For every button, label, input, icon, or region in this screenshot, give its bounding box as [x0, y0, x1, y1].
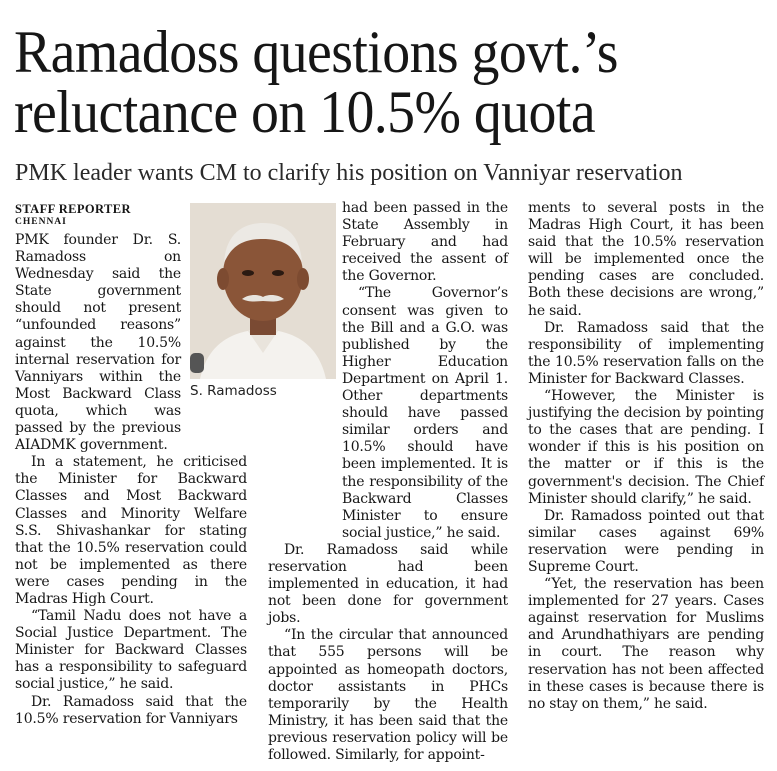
paragraph: Dr. Ramadoss pointed out that similar cases against 69% reservation were pending in Supreme Court.	[528, 507, 764, 575]
paragraph: “In the circular that announced that 555 persons will be appointed as homeopath doctors, doctor assistants in PHCs temporarily by the Health Ministry, it has been said that the previous reservation policy will be followed. Similarly, for appoint-	[268, 627, 508, 763]
article-column-2	[268, 200, 508, 764]
paragraph: “Yet, the reservation has been implemented for 27 years. Cases against reservation for Muslims and Arundhathiyars are pending in court. The reason why reservation has not been affected in these cases is because there is no stay on them,” he said.	[528, 576, 764, 712]
paragraph: “Tamil Nadu does not have a Social Justice Department. The Minister for Backward Classes has a responsibility to safeguard social justice,” he said.	[15, 608, 247, 693]
paragraph: “The Governor’s consent was given to the Bill and a G.O. was published by the Higher Education Department on April 1. Other departments should have passed similar orders and 10.5% should have been implemented. It is the responsibility of the Backward Classes Minister to ensure social justice,” he said.	[342, 285, 508, 541]
byline: STAFF REPORTER	[15, 202, 131, 216]
dateline: CHENNAI	[15, 217, 67, 227]
paragraph: ments to several posts in the Madras High Court, it has been said that the 10.5% reservation will be implemented once the pending cases are concluded. Both these decisions are wrong,” he said.	[528, 200, 764, 319]
headline	[14, 19, 712, 145]
paragraph: had been passed in the State Assembly in February and had received the assent of the Governor.	[342, 200, 508, 285]
headline-line-2: reluctance on 10.5% quota	[14, 79, 596, 145]
paragraph: Dr. Ramadoss said that the 10.5% reservation for Vanniyars	[15, 693, 247, 727]
paragraph: “However, the Minister is justifying the decision by pointing to the cases that are pending. I wonder if this is his position on the matter or if this is the government's decision. The Chief Minister should clarify,” he said.	[528, 388, 764, 507]
paragraph: Dr. Ramadoss said that the responsibility of implementing the 10.5% reservation falls on the Minister for Backward Classes.	[528, 319, 764, 387]
paragraph: Dr. Ramadoss said while reservation had been implemented in education, it had not been done for government jobs.	[268, 541, 508, 627]
headline-line-1: Ramadoss questions govt.’s	[14, 19, 618, 85]
article-column-3	[528, 200, 764, 713]
subheadline: PMK leader wants CM to clarify his position on Vanniyar reservation	[15, 160, 683, 186]
paragraph: PMK founder Dr. S. Ramadoss on Wednesday said the State government should not present “unfounded reasons” against the 10.5% internal reservation for Vanniyars within the Most Backward Class quota, which was passed by the previous AIADMK government.	[15, 232, 181, 454]
photo-caption: S. Ramadoss	[190, 383, 277, 399]
paragraph: In a statement, he criticised the Minister for Backward Classes and Most Backward Classes and Minority Welfare S.S. Shivashankar for stating that the 10.5% reservation could not be implemented as there were cases pending in the Madras High Court.	[15, 454, 247, 607]
